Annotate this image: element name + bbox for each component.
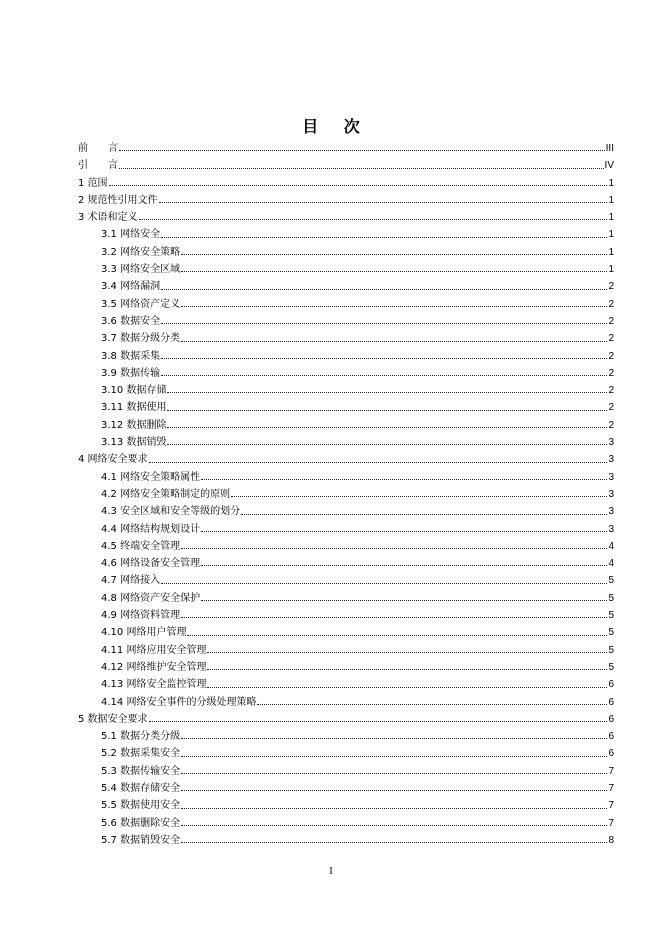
dot-leader xyxy=(161,583,607,584)
toc-entry-label: 5.4 数据存储安全 xyxy=(101,782,181,794)
toc-entry-page: 4 xyxy=(608,540,614,552)
toc-entry-page: 1 xyxy=(608,212,614,224)
toc-entry[interactable] xyxy=(78,140,614,157)
toc-entry-label: 4.4 网络结构规划设计 xyxy=(101,523,201,535)
toc-entry[interactable] xyxy=(78,486,614,503)
toc-entry-page: 1 xyxy=(608,177,614,189)
toc-entry[interactable] xyxy=(78,676,614,693)
toc-entry[interactable] xyxy=(78,365,614,382)
toc-entry-label: 4.11 网络应用安全管理 xyxy=(101,644,207,656)
dot-leader xyxy=(181,254,607,255)
toc-entry[interactable] xyxy=(78,607,614,624)
toc-entry[interactable] xyxy=(78,330,614,347)
toc-entry-page: 5 xyxy=(608,644,614,656)
toc-entry[interactable] xyxy=(78,797,614,814)
toc-entry-page: 3 xyxy=(608,454,614,466)
dot-leader xyxy=(257,704,607,705)
dot-leader xyxy=(181,756,607,757)
toc-entry-page: 3 xyxy=(608,523,614,535)
toc-entry[interactable] xyxy=(78,209,614,226)
dot-leader xyxy=(201,600,607,601)
dot-leader xyxy=(181,271,607,272)
dot-leader xyxy=(207,652,607,653)
toc-entry-page: 2 xyxy=(608,281,614,293)
toc-entry[interactable] xyxy=(78,590,614,607)
toc-entry-label: 3 术语和定义 xyxy=(78,212,138,224)
toc-entry-label: 3.13 数据销毁 xyxy=(101,437,167,449)
toc-entry-label: 3.9 数据传输 xyxy=(101,367,161,379)
dot-leader xyxy=(167,444,607,445)
toc-entry[interactable] xyxy=(78,434,614,451)
toc-entry-page: 1 xyxy=(608,229,614,241)
toc-entry-page: 2 xyxy=(608,315,614,327)
dot-leader xyxy=(207,687,607,688)
toc-entry[interactable] xyxy=(78,832,614,849)
dot-leader xyxy=(181,773,607,774)
dot-leader xyxy=(241,514,607,515)
toc-entry-page: 7 xyxy=(608,782,614,794)
dot-leader xyxy=(161,375,607,376)
toc-entry-page: 2 xyxy=(608,402,614,414)
toc-entry[interactable] xyxy=(78,572,614,589)
toc-entry-label: 4.3 安全区域和安全等级的划分 xyxy=(101,506,241,518)
dot-leader xyxy=(181,790,607,791)
dot-leader xyxy=(167,410,607,411)
toc-entry-label: 引 言 xyxy=(78,160,118,172)
toc-entry-page: 3 xyxy=(608,437,614,449)
page-number: I xyxy=(329,866,333,877)
toc-entry[interactable] xyxy=(78,624,614,641)
toc-entry-page: 2 xyxy=(608,419,614,431)
dot-leader xyxy=(149,721,608,722)
toc-entry-label: 4.7 网络接入 xyxy=(101,575,161,587)
dot-leader xyxy=(181,842,607,843)
toc-entry-page: 5 xyxy=(608,661,614,673)
toc-entry-label: 3.7 数据分级分类 xyxy=(101,333,181,345)
toc-entry-page: 6 xyxy=(608,713,614,725)
toc-entry[interactable] xyxy=(78,399,614,416)
toc-entry-page: 2 xyxy=(608,350,614,362)
dot-leader xyxy=(181,825,607,826)
toc-entry-label: 5.2 数据采集安全 xyxy=(101,748,181,760)
toc-entry-label: 3.4 网络漏洞 xyxy=(101,281,161,293)
toc-entry-page: 3 xyxy=(608,488,614,500)
dot-leader xyxy=(119,168,604,169)
toc-entry[interactable] xyxy=(78,226,614,243)
toc-entry[interactable] xyxy=(78,451,614,468)
toc-entry[interactable] xyxy=(78,780,614,797)
dot-leader xyxy=(231,496,607,497)
toc-entry-label: 4.14 网络安全事件的分级处理策略 xyxy=(101,696,257,708)
toc-entry[interactable] xyxy=(78,642,614,659)
toc-entry-page: 1 xyxy=(608,246,614,258)
toc-entry-page: 4 xyxy=(608,558,614,570)
dot-leader xyxy=(181,808,607,809)
toc-entry-label: 4.2 网络安全策略制定的原则 xyxy=(101,488,231,500)
toc-entry[interactable] xyxy=(78,382,614,399)
toc-entry-page: 5 xyxy=(608,575,614,587)
dot-leader xyxy=(161,289,607,290)
toc-entry-label: 4.6 网络设备安全管理 xyxy=(101,558,201,570)
dot-leader xyxy=(201,479,607,480)
toc-entry-label: 4.8 网络资产安全保护 xyxy=(101,592,201,604)
toc-entry-label: 3.5 网络资产定义 xyxy=(101,298,181,310)
toc-entry-page: 6 xyxy=(608,679,614,691)
toc-entry-page: 7 xyxy=(608,800,614,812)
toc-entry[interactable] xyxy=(78,244,614,261)
toc-entry[interactable] xyxy=(78,417,614,434)
toc-entry-label: 5 数据安全要求 xyxy=(78,713,148,725)
dot-leader xyxy=(139,219,608,220)
toc-entry[interactable] xyxy=(78,763,614,780)
toc-entry-page: 5 xyxy=(608,610,614,622)
toc-entry-page: 7 xyxy=(608,817,614,829)
toc-entry[interactable] xyxy=(78,278,614,295)
toc-entry-label: 3.8 数据采集 xyxy=(101,350,161,362)
toc-entry-page: 2 xyxy=(608,367,614,379)
dot-leader xyxy=(181,548,607,549)
toc-entry[interactable] xyxy=(78,503,614,520)
toc-entry-label: 4 网络安全要求 xyxy=(78,454,148,466)
toc-entry-page: III xyxy=(605,143,614,154)
toc-entry-label: 4.9 网络资料管理 xyxy=(101,610,181,622)
dot-leader xyxy=(181,341,607,342)
toc-title: 目 次 xyxy=(302,117,370,136)
toc-entry[interactable] xyxy=(78,711,614,728)
toc-entry-label: 1 范围 xyxy=(78,177,108,189)
dot-leader xyxy=(161,237,607,238)
toc-entry-page: 5 xyxy=(608,592,614,604)
toc-entry[interactable] xyxy=(78,192,614,209)
toc-entry-label: 4.1 网络安全策略属性 xyxy=(101,471,201,483)
toc-entry-label: 4.5 终端安全管理 xyxy=(101,540,181,552)
toc-entry-label: 前 言 xyxy=(78,143,118,154)
toc-entry-page: 2 xyxy=(608,333,614,345)
toc-entry-page: IV xyxy=(604,160,614,172)
toc-entry-page: 6 xyxy=(608,748,614,760)
toc-entry-label: 5.3 数据传输安全 xyxy=(101,765,181,777)
toc-entry-label: 5.7 数据销毁安全 xyxy=(101,834,181,846)
dot-leader xyxy=(207,669,607,670)
toc-entry[interactable] xyxy=(78,728,614,745)
dot-leader xyxy=(161,323,607,324)
dot-leader xyxy=(161,358,607,359)
toc-entry-label: 3.10 数据存储 xyxy=(101,385,167,397)
dot-leader xyxy=(149,462,608,463)
toc-entry[interactable] xyxy=(78,521,614,538)
toc-entry[interactable] xyxy=(78,296,614,313)
toc-entry-page: 6 xyxy=(608,731,614,743)
toc-entry[interactable] xyxy=(78,745,614,762)
dot-leader xyxy=(109,185,608,186)
toc-entry-label: 3.12 数据删除 xyxy=(101,419,167,431)
toc-entry-label: 3.1 网络安全 xyxy=(101,229,161,241)
toc-entry-page: 8 xyxy=(608,834,614,846)
toc-entry-label: 3.6 数据安全 xyxy=(101,315,161,327)
toc-entry-page: 1 xyxy=(608,194,614,206)
table-of-contents xyxy=(78,140,614,849)
toc-entry[interactable] xyxy=(78,313,614,330)
dot-leader xyxy=(119,150,605,151)
toc-entry[interactable] xyxy=(78,157,614,174)
toc-entry[interactable] xyxy=(78,261,614,278)
toc-entry-label: 5.1 数据分类分级 xyxy=(101,731,181,743)
toc-entry-page: 7 xyxy=(608,765,614,777)
dot-leader xyxy=(167,392,607,393)
toc-entry-label: 4.13 网络安全监控管理 xyxy=(101,679,207,691)
toc-entry-page: 3 xyxy=(608,471,614,483)
toc-entry-label: 4.10 网络用户管理 xyxy=(101,627,187,639)
dot-leader xyxy=(201,531,607,532)
toc-entry[interactable] xyxy=(78,175,614,192)
toc-entry-label: 5.6 数据删除安全 xyxy=(101,817,181,829)
toc-entry[interactable] xyxy=(78,694,614,711)
toc-entry-label: 3.11 数据使用 xyxy=(101,402,167,414)
toc-entry-label: 3.3 网络安全区域 xyxy=(101,264,181,276)
toc-entry-page: 3 xyxy=(608,506,614,518)
toc-entry-page: 2 xyxy=(608,298,614,310)
toc-entry[interactable] xyxy=(78,469,614,486)
dot-leader xyxy=(181,617,607,618)
toc-entry[interactable] xyxy=(78,538,614,555)
toc-entry-page: 5 xyxy=(608,627,614,639)
toc-entry[interactable] xyxy=(78,659,614,676)
toc-entry-page: 2 xyxy=(608,385,614,397)
toc-entry-page: 1 xyxy=(608,264,614,276)
dot-leader xyxy=(181,738,607,739)
dot-leader xyxy=(181,306,607,307)
toc-entry[interactable] xyxy=(78,815,614,832)
toc-entry-label: 4.12 网络维护安全管理 xyxy=(101,661,207,673)
dot-leader xyxy=(187,635,607,636)
dot-leader xyxy=(167,427,607,428)
dot-leader xyxy=(159,202,608,203)
dot-leader xyxy=(201,565,607,566)
toc-entry-label: 3.2 网络安全策略 xyxy=(101,246,181,258)
toc-entry-label: 5.5 数据使用安全 xyxy=(101,800,181,812)
toc-entry[interactable] xyxy=(78,348,614,365)
toc-entry[interactable] xyxy=(78,555,614,572)
toc-entry-label: 2 规范性引用文件 xyxy=(78,194,158,206)
toc-entry-page: 6 xyxy=(608,696,614,708)
